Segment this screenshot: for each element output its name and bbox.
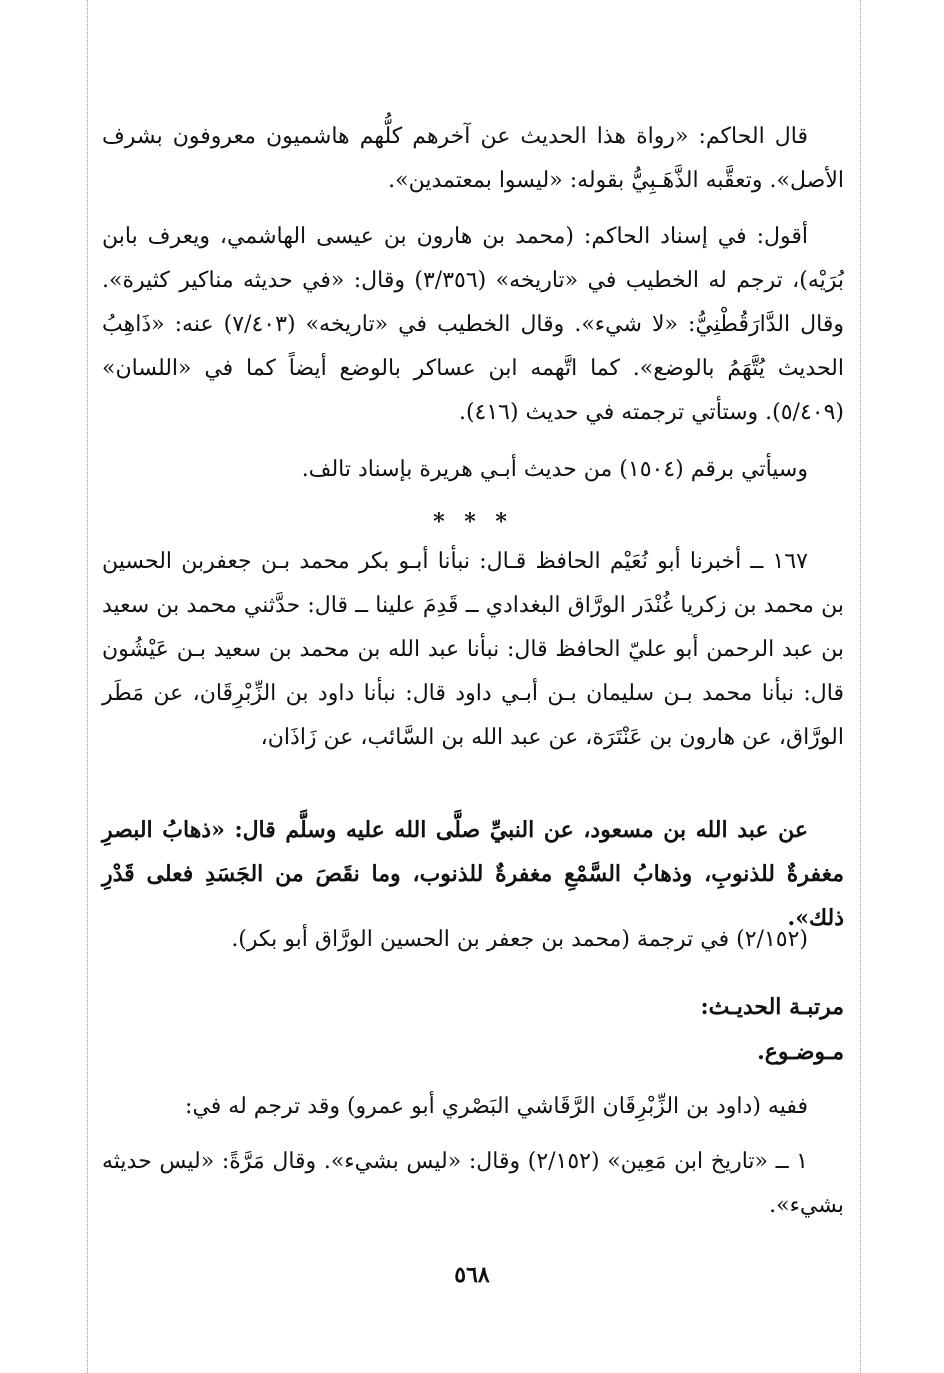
grade-value: مـوضـوع. bbox=[757, 1039, 844, 1065]
hadith-isnad: ١٦٧ ــ أخبرنا أبو نُعَيْم الحافظ قـال: نبأنا أبـو بكر محمد بـن جعفربن الحسين بن محمد بن زكريا غُنْدَر الورَّاق البغدادي ــ قَدِمَ علينا ــ قال: حدَّثني محمد بن سعيد بن عبد الرحمن أبو عليّ الحافظ قال: نبأنا عبد الله بن محمد بن سعيد بـن عَيْشُون قال: نبأنا محمد بـن سليمان بـن أبـي داود قال: نبأنا داود بن الزِّبْرِقَان، عن مَطَر الورَّاق، عن هارون بن عَنْتَرَة، عن عبد الله بن السَّائب، عن زَاذَان، bbox=[102, 549, 844, 750]
section-separator: * * * bbox=[433, 509, 513, 535]
paragraph-cross-reference: وسيأتي برقم (١٥٠٤) من حديث أبـي هريرة بإسناد تالف. bbox=[301, 457, 808, 482]
paragraph-narrator-note: ففيه (داود بن الزِّبْرِقَان الرَّقَاشي البَصْري أبو عمرو) وقد ترجم له في: bbox=[185, 1094, 808, 1119]
hadith-matn: عن عبد الله بن مسعود، عن النبيِّ صلَّى الله عليه وسلَّم قال: «ذهابُ البصرِ مغفرةٌ للذنوبِ، وذهابُ السَّمْعِ مغفرةٌ للذنوب، وما نقَصَ من الجَسَدِ فعلى قَدْرِ ذلك». bbox=[102, 817, 844, 931]
left-margin-guide bbox=[87, 0, 88, 1373]
right-margin-guide bbox=[860, 0, 861, 1373]
grade-heading: مرتبـة الحديـث: bbox=[700, 994, 844, 1020]
source-reference: (٢/١٥٢) في ترجمة (محمد بن جعفر بن الحسين الورَّاق أبو بكر). bbox=[231, 927, 808, 952]
paragraph-hakim-quote: قال الحاكم: «رواة هذا الحديث عن آخرهم كلُّهم هاشميون معروفون بشرف الأصل». وتعقَّبه الذَّهَـبِيُّ بقوله: «ليسوا بمعتمدين». bbox=[102, 124, 844, 193]
page-number: ٥٦٨ bbox=[454, 1262, 490, 1288]
paragraph-citation-list-item: ١ ــ «تاريخ ابن مَعِين» (٢/١٥٢) وقال: «ليس بشيء». وقال مَرَّةً: «ليس حديثه بشيء». bbox=[102, 1149, 844, 1218]
paragraph-isnad-commentary: أقول: في إسناد الحاكم: (محمد بن هارون بن عيسى الهاشمي، ويعرف بابن بُرَيْه)، ترجم له الخطيب في «تاريخه» (٣/٣٥٦) وقال: «في حديثه مناكير كثيرة». وقال الدَّارَقُطْنِيُّ: «لا شيء». وقال الخطيب في «تاريخه» (٧/٤٠٣) عنه: «ذَاهِبُ الحديث يُتَّهَمُ بالوضع». كما اتَّهمه ابن عساكر بالوضع أيضاً كما في «اللسان» (٥/٤٠٩). وستأتي ترجمته في حديث (٤١٦). bbox=[102, 224, 844, 425]
